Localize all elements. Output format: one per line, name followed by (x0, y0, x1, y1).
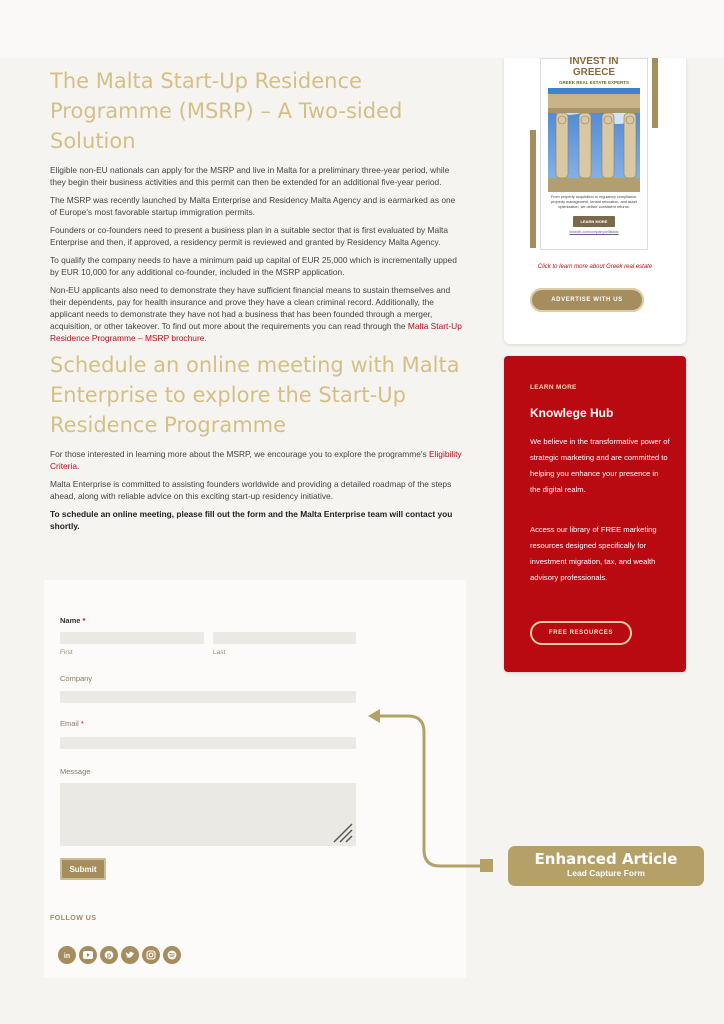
annotation-callout (508, 846, 704, 886)
name-label (60, 616, 85, 625)
first-name-input[interactable] (60, 632, 204, 644)
required-mark: * (82, 616, 86, 625)
paragraph (50, 448, 462, 472)
ad-frame-accent (652, 58, 658, 128)
twitter-icon[interactable] (121, 946, 139, 964)
article-body (50, 66, 462, 538)
svg-text:in: in (63, 953, 71, 960)
email-label (60, 719, 84, 728)
hub-paragraph: We believe in the transformative power of strategic marketing and are committed to helping you enhance your presence in the digital realm. (530, 437, 670, 494)
ad-url[interactable]: linkedin.com/company/kritikakis (569, 230, 619, 234)
annotation-subtitle: Lead Capture Form (567, 868, 645, 878)
hub-title: Knowlege Hub (530, 406, 614, 420)
ad-caption-link[interactable]: Click to learn more about Greek real estate (537, 264, 653, 270)
youtube-icon[interactable] (79, 946, 97, 964)
message-textarea[interactable] (60, 783, 356, 846)
ad-subtitle: GREEK REAL ESTATE EXPERTS (558, 80, 629, 85)
hub-paragraph: Access our library of FREE marketing resources designed specifically for investment migration, tax, and wealth advisory professionals. (530, 525, 657, 582)
pinterest-icon[interactable] (100, 946, 118, 964)
cta-paragraph: To schedule an online meeting, please fill out the form and the Malta Enterprise team will contact you shortly. (50, 509, 453, 531)
submit-button[interactable]: Submit (60, 858, 106, 880)
top-band (0, 0, 724, 58)
last-name-input[interactable] (213, 632, 356, 644)
linkedin-icon[interactable] (58, 946, 76, 964)
follow-us-label: FOLLOW US (50, 915, 97, 922)
eligibility-criteria-link[interactable]: Eligibility Criteria. (50, 449, 462, 471)
section-heading-msrp: The Malta Start-Up Residence Programme (MSRP) – A Two-sided Solution (50, 69, 403, 153)
company-input[interactable] (60, 691, 356, 703)
paragraph: Eligible non-EU nationals can apply for the MSRP and live in Malta for a preliminary three-year period, while they begin their business activities and this permit can then be extended for an additional five-year period. (50, 165, 450, 187)
spotify-icon[interactable] (163, 946, 181, 964)
paragraph: The MSRP was recently launched by Malta Enterprise and Residency Malta Agency and is earmarked as one of Europe's most favorable startup immigration permits. (50, 195, 456, 217)
annotation-title: Enhanced Article (534, 850, 678, 868)
name-label-text: Name (60, 616, 81, 625)
required-mark: * (80, 719, 84, 728)
svg-text:p: p (106, 952, 112, 960)
ad-body-text: From property acquisition to regulatory compliance, property management, tenant relocation, and asset optimization, we deliver consistent returns. (550, 195, 638, 209)
advertise-with-us-button[interactable]: ADVERTISE WITH US (530, 288, 644, 312)
hub-kicker: LEARN MORE (530, 384, 577, 391)
social-icons (58, 946, 181, 964)
paragraph-text: For those interested in learning more about the MSRP, we encourage you to explore the programme's (50, 449, 427, 459)
email-input[interactable] (60, 737, 356, 749)
ad-learn-more-button[interactable]: LEARN MORE (573, 216, 616, 227)
free-resources-button[interactable]: FREE RESOURCES (530, 621, 632, 645)
msrp-brochure-link[interactable]: Malta Start-Up Residence Programme – MSRP brochure. (50, 321, 462, 343)
lead-capture-form (44, 580, 466, 978)
paragraph: Founders or co-founders need to present a business plan in a suitable sector that is first evaluated by Malta Enterprise and then, if approved, a residency permit is reviewed and granted by Residency Malta Agency. (50, 225, 449, 247)
last-sublabel: Last (213, 649, 226, 656)
paragraph (50, 284, 462, 344)
ad-title-line2: GREECE (572, 67, 616, 78)
company-label: Company (60, 674, 93, 683)
greece-ad-banner[interactable] (540, 58, 648, 250)
greece-ad-card (504, 58, 686, 344)
section-heading-schedule: Schedule an online meeting with Malta Enterprise to explore the Start-Up Residence Programme (50, 353, 460, 437)
paragraph: Malta Enterprise is committed to assisting founders worldwide and providing a detailed roadmap of the steps ahead, along with reliable advice on this exciting start-up residency initiative. (50, 479, 452, 501)
ad-frame-accent (530, 130, 536, 248)
message-label: Message (60, 767, 91, 776)
caryatids-photo (548, 88, 640, 192)
ad-title-line1: INVEST IN (569, 56, 619, 67)
paragraph-text: Non-EU applicants also need to demonstrate they have sufficient financial means to sustain themselves and their dependents, pay for health insurance and prove they have a clean criminal record. Additionally, the applicant needs to demonstrate they have not had a business that has been founded through a merger, acquisition, or other takeover. To find out more about the requirements you can read through the (50, 285, 451, 331)
first-sublabel: First (60, 649, 73, 656)
email-label-text: Email (60, 719, 79, 728)
paragraph: To qualify the company needs to have a minimum paid up capital of EUR 25,000 which is incrementally upped by EUR 10,000 for any additional co-founder, included in the MSRP application. (50, 255, 457, 277)
knowledge-hub-card (504, 356, 686, 672)
resize-grip-icon[interactable] (330, 820, 354, 844)
instagram-icon[interactable] (142, 946, 160, 964)
